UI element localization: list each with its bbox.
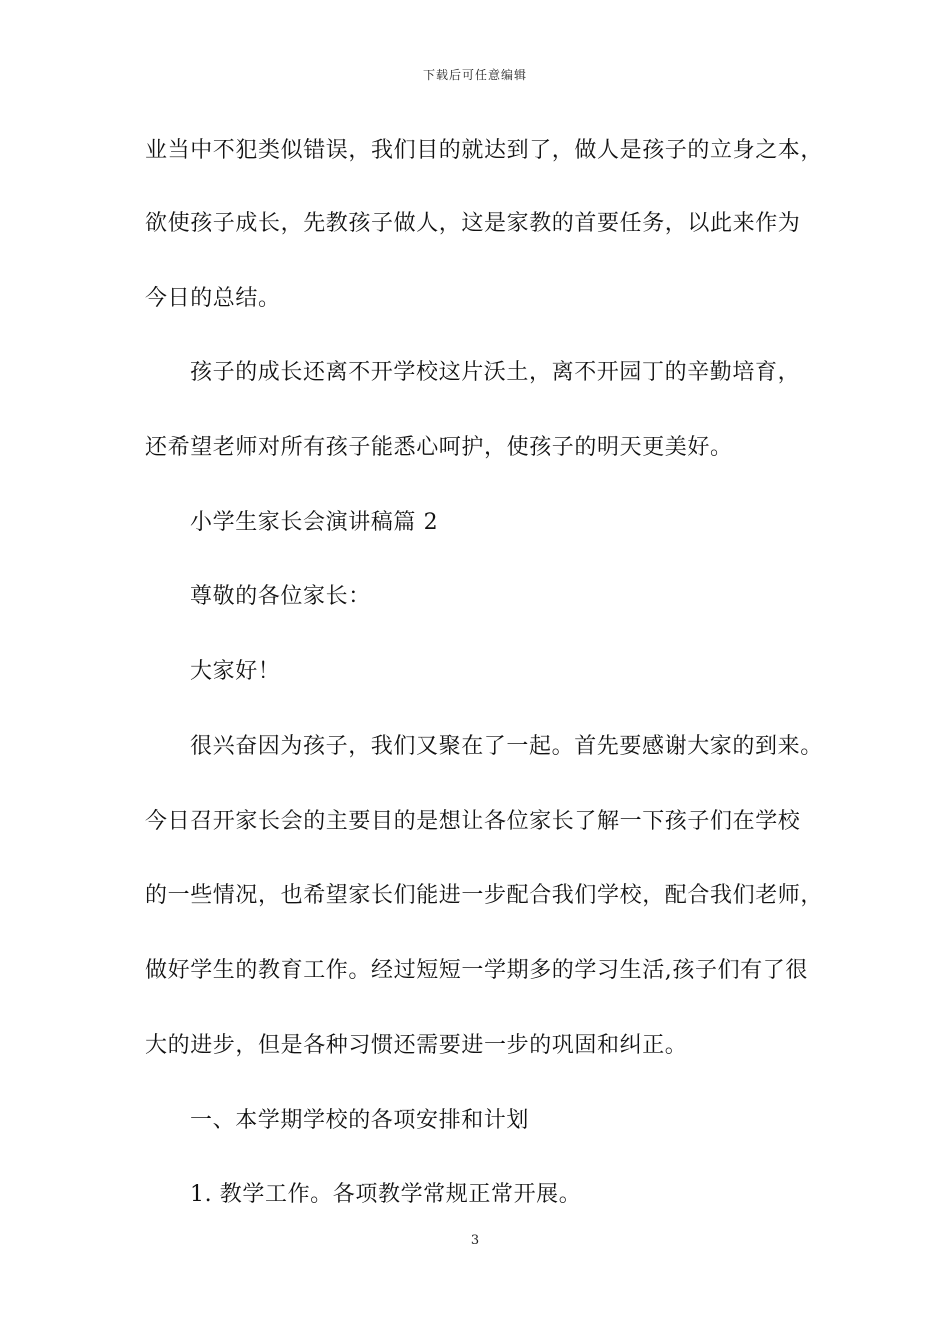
body-line-2: 欲使孩子成长，先教孩子做人，这是家教的首要任务，以此来作为 xyxy=(145,211,801,236)
body-line-10: 今日召开家长会的主要目的是想让各位家长了解一下孩子们在学校 xyxy=(145,809,801,834)
salutation-line: 尊敬的各位家长： xyxy=(190,584,371,609)
body-line-3: 今日的总结。 xyxy=(145,286,281,311)
body-line-12: 做好学生的教育工作。经过短短一学期多的学习生活,孩子们有了很 xyxy=(145,958,808,983)
body-line-11: 的一些情况，也希望家长们能进一步配合我们学校，配合我们老师， xyxy=(145,883,824,908)
body-line-13: 大的进步，但是各种习惯还需要进一步的巩固和纠正。 xyxy=(145,1033,688,1058)
section-heading-plan: 一、本学期学校的各项安排和计划 xyxy=(190,1108,530,1133)
body-line-4: 孩子的成长还离不开学校这片沃土，离不开园丁的辛勤培育， xyxy=(190,360,801,385)
section-heading-speech-2: 小学生家长会演讲稿篇 2 xyxy=(190,510,439,535)
body-line-9: 很兴奋因为孩子，我们又聚在了一起。首先要感谢大家的到来。 xyxy=(190,734,823,759)
greeting-line: 大家好！ xyxy=(190,659,281,684)
body-line-1: 业当中不犯类似错误，我们目的就达到了，做人是孩子的立身之本， xyxy=(145,138,824,163)
list-item-teaching: 1. 教学工作。各项教学常规正常开展。 xyxy=(190,1182,582,1207)
page-header: 下载后可任意编辑 xyxy=(422,68,527,82)
page-number: 3 xyxy=(470,1233,480,1248)
body-line-5: 还希望老师对所有孩子能悉心呵护，使孩子的明天更美好。 xyxy=(145,435,733,460)
